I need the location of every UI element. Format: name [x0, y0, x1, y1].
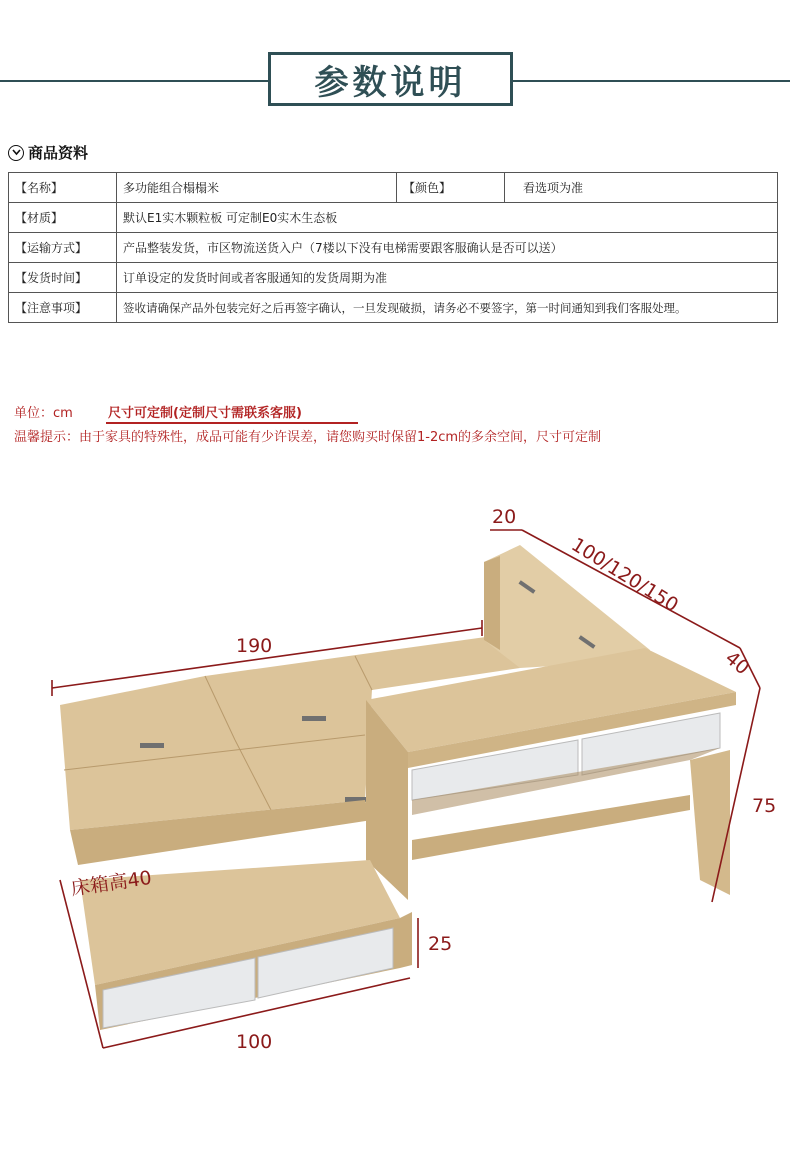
dim-depth-options: 100/120/150: [567, 533, 683, 617]
chevron-down-circle-icon: [8, 145, 24, 161]
row-label: 【材质】: [9, 203, 117, 233]
dim-bed-box-height: 床箱高40: [69, 866, 154, 900]
dim-step-width: 100: [236, 1031, 273, 1053]
table-row: [9, 293, 778, 323]
header-rule-right: [513, 80, 790, 82]
table-row: [9, 203, 778, 233]
dim-desk-height: 75: [752, 795, 777, 817]
custom-size-note: 尺寸可定制(定制尺寸需联系客服): [108, 406, 302, 421]
color-value: 看选项为准: [505, 173, 778, 203]
custom-underline: [106, 422, 358, 424]
table-row: [9, 233, 778, 263]
name-label: 【名称】: [9, 173, 117, 203]
unit-note: [14, 402, 302, 421]
page-title: 参数说明: [314, 62, 467, 103]
row-label: 【注意事项】: [9, 293, 117, 323]
dim-step-height: 25: [428, 933, 453, 955]
row-label: 【运输方式】: [9, 233, 117, 263]
section-heading-label: 商品资料: [28, 144, 89, 162]
name-value: 多功能组合榻榻米: [117, 173, 397, 203]
info-table: [8, 172, 778, 323]
tip-note: 温馨提示：由于家具的特殊性，成品可能有少许误差，请您购买时保留1-2cm的多余空间，尺寸可定制: [14, 430, 602, 445]
row-value: 产品整装发货，市区物流送货入户（7楼以下没有电梯需要跟客服确认是否可以送）: [117, 233, 778, 263]
dim-length: 190: [236, 635, 273, 657]
header-rule-left: [0, 80, 268, 82]
color-label: 【颜色】: [397, 173, 505, 203]
dim-headboard: 20: [492, 506, 517, 528]
row-label: 【发货时间】: [9, 263, 117, 293]
section-heading: [8, 142, 88, 163]
dim-desk-depth: 40: [720, 646, 754, 680]
table-row: [9, 173, 778, 203]
row-value: 订单设定的发货时间或者客服通知的发货周期为准: [117, 263, 778, 293]
unit-label: 单位：cm: [14, 406, 73, 421]
table-row: [9, 263, 778, 293]
product-dimension-figure: [0, 480, 790, 1155]
row-value: 签收请确保产品外包装完好之后再签字确认，一旦发现破损，请务必不要签字，第一时间通知到我们客服处理。: [117, 293, 778, 323]
title-box: [268, 52, 513, 106]
row-value: 默认E1实木颗粒板 可定制E0实木生态板: [117, 203, 778, 233]
